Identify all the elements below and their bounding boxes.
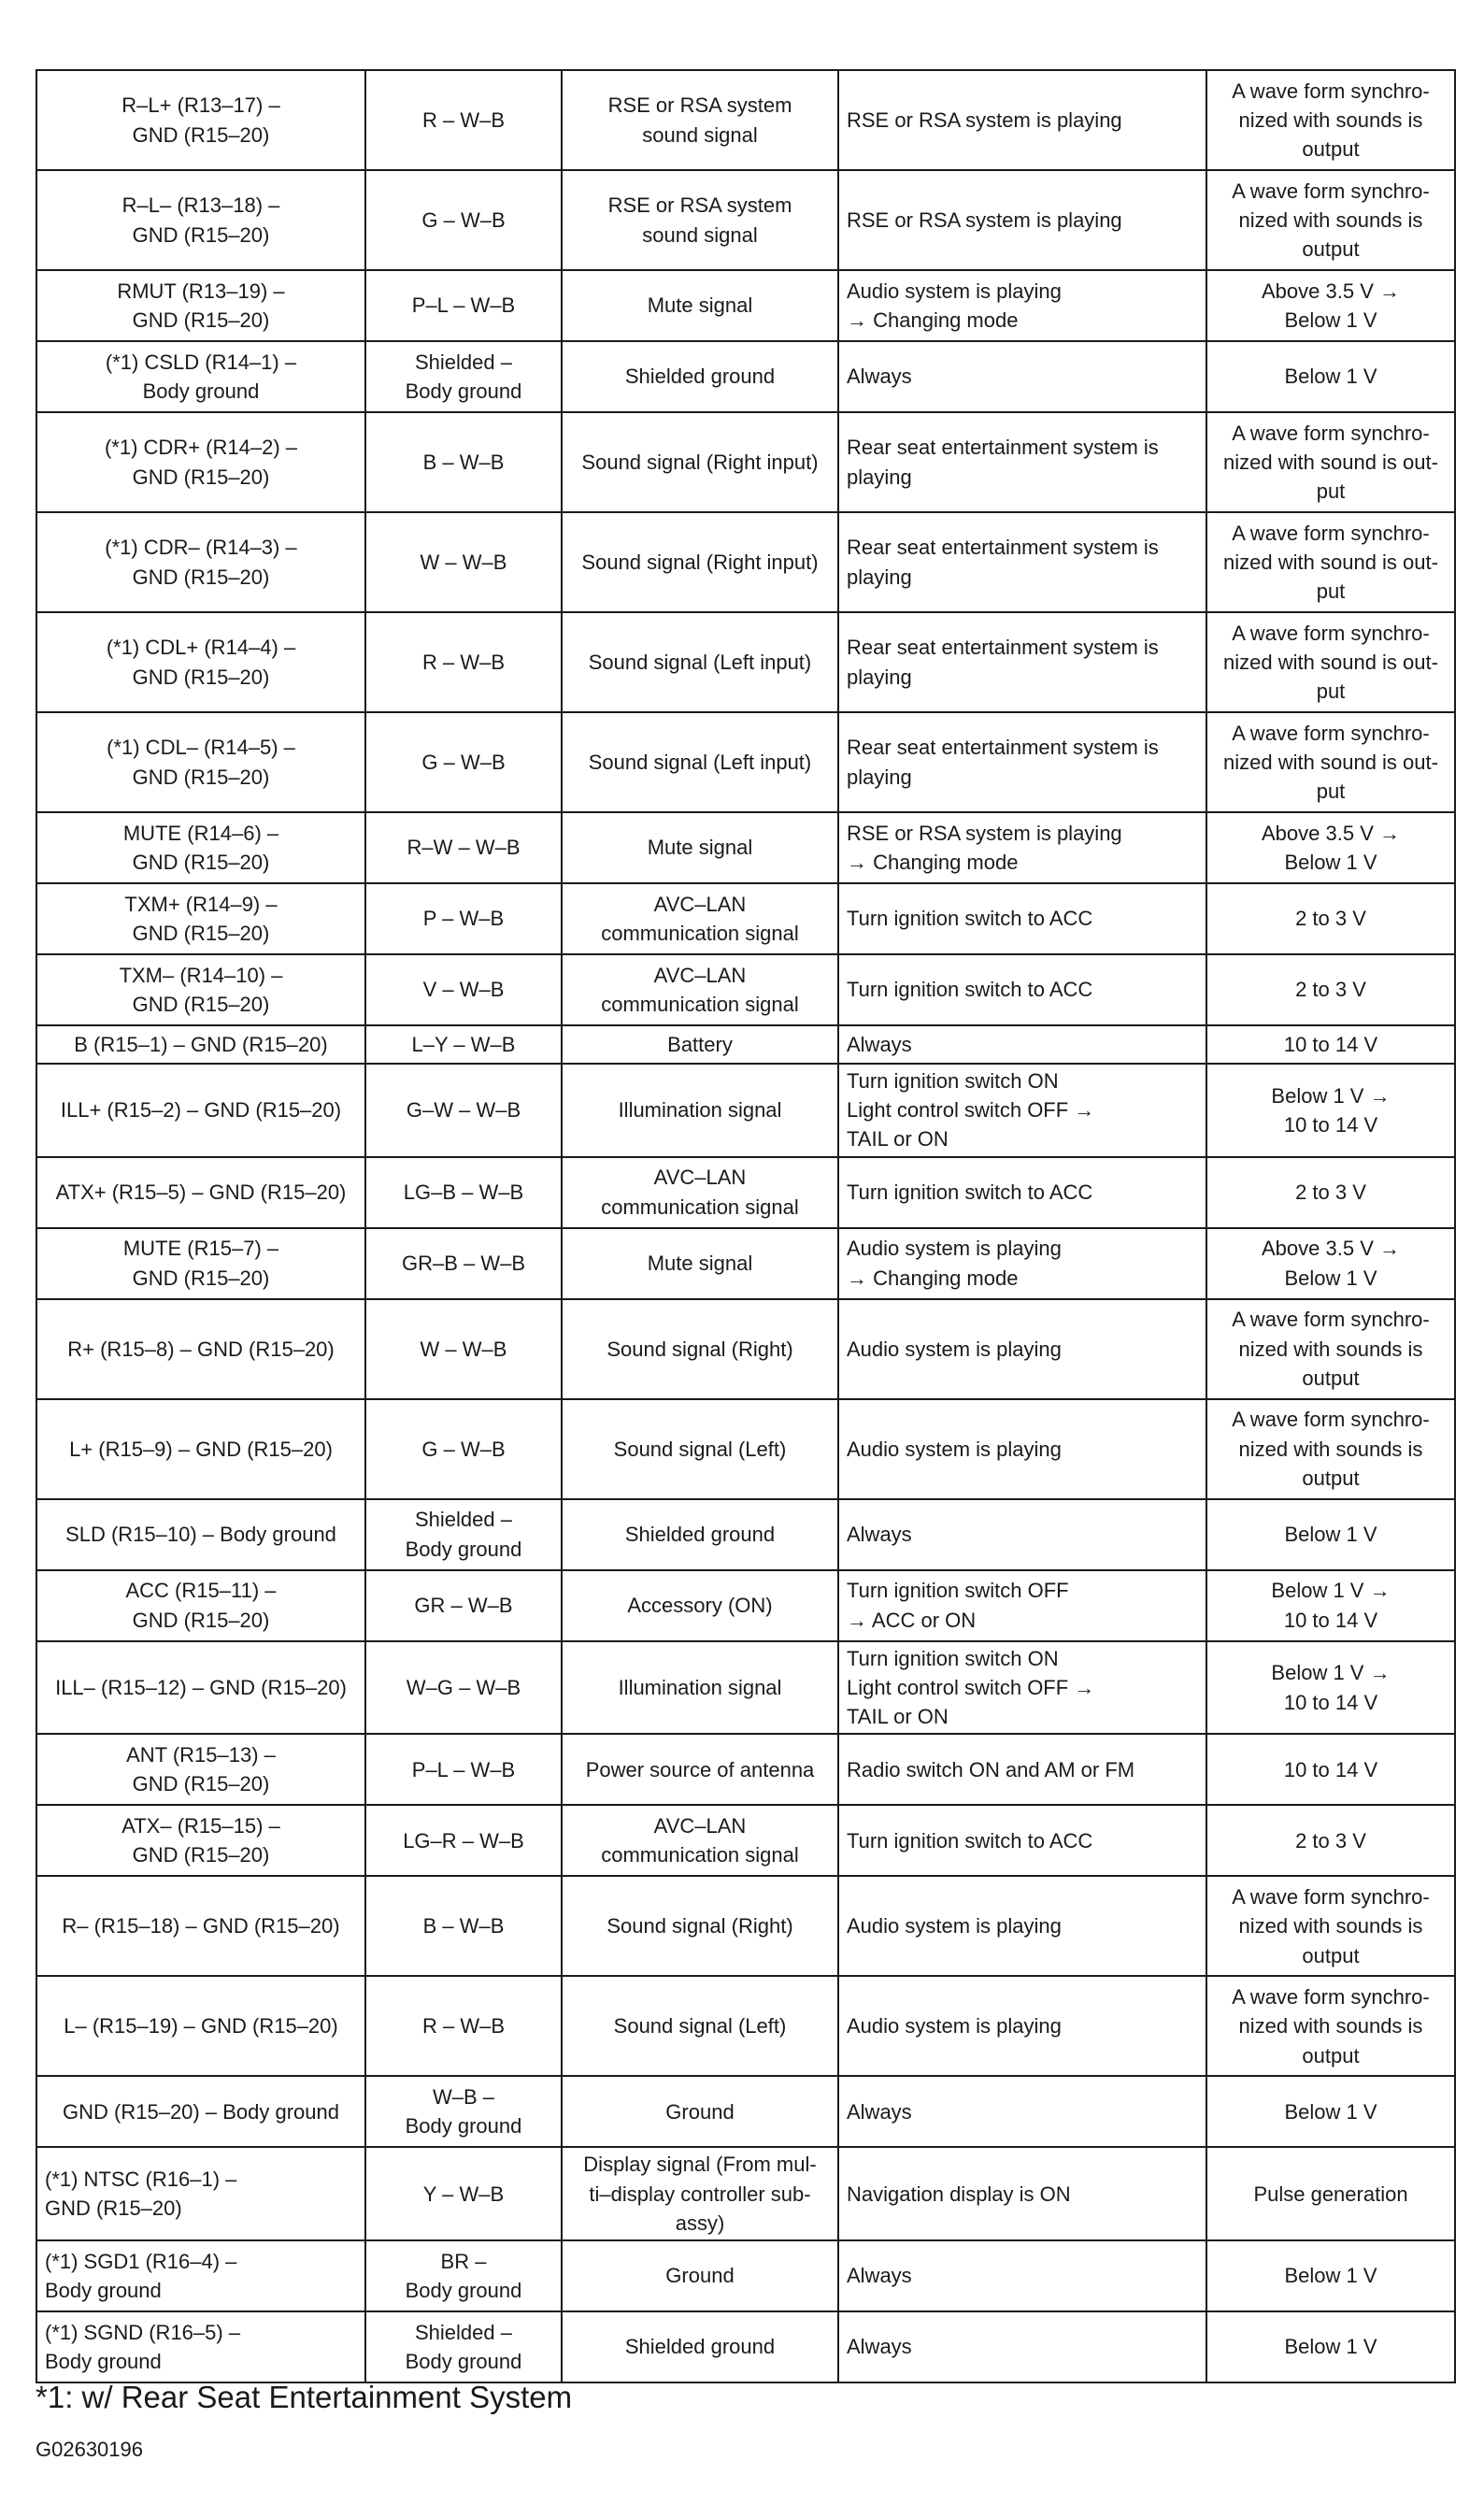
wiring-color-cell: P – W–B: [365, 883, 562, 954]
table-row: [36, 812, 1455, 883]
wiring-color-cell: LG–B – W–B: [365, 1157, 562, 1228]
wiring-color-cell: P–L – W–B: [365, 1734, 562, 1805]
wiring-color-cell: G – W–B: [365, 1399, 562, 1499]
condition-cell: Turn ignition switch OFF → ACC or ON: [838, 1570, 1206, 1641]
wiring-color-cell: R – W–B: [365, 70, 562, 170]
table-row: [36, 883, 1455, 954]
wiring-color-cell: GR – W–B: [365, 1570, 562, 1641]
terminal-description-cell: AVC–LAN communication signal: [562, 883, 838, 954]
specified-condition-cell: Below 1 V: [1206, 2240, 1455, 2311]
specified-condition-cell: Pulse generation: [1206, 2147, 1455, 2240]
wiring-color-cell: GR–B – W–B: [365, 1228, 562, 1299]
wiring-color-cell: L–Y – W–B: [365, 1025, 562, 1064]
condition-cell: Rear seat entertainment system is playing: [838, 712, 1206, 812]
terminal-cell: SLD (R15–10) – Body ground: [36, 1499, 365, 1570]
terminal-cell: MUTE (R15–7) – GND (R15–20): [36, 1228, 365, 1299]
table-row: [36, 2311, 1455, 2382]
terminal-cell: TXM– (R14–10) – GND (R15–20): [36, 954, 365, 1025]
wiring-color-cell: R – W–B: [365, 1976, 562, 2076]
terminal-cell: GND (R15–20) – Body ground: [36, 2076, 365, 2147]
table-row: [36, 1734, 1455, 1805]
terminal-cell: TXM+ (R14–9) – GND (R15–20): [36, 883, 365, 954]
condition-cell: Always: [838, 2311, 1206, 2382]
condition-cell: Audio system is playing: [838, 1399, 1206, 1499]
specified-condition-cell: A wave form synchro- nized with sounds is output: [1206, 1399, 1455, 1499]
terminal-description-cell: Sound signal (Left input): [562, 612, 838, 712]
table-row: [36, 1228, 1455, 1299]
specified-condition-cell: 10 to 14 V: [1206, 1734, 1455, 1805]
condition-cell: Rear seat entertainment system is playing: [838, 612, 1206, 712]
wiring-color-cell: G–W – W–B: [365, 1064, 562, 1157]
table-row: [36, 1976, 1455, 2076]
terminal-spec-table: [36, 69, 1456, 2383]
wiring-color-cell: Shielded – Body ground: [365, 341, 562, 412]
specified-condition-cell: 2 to 3 V: [1206, 954, 1455, 1025]
terminal-description-cell: Sound signal (Right): [562, 1876, 838, 1976]
wiring-color-cell: LG–R – W–B: [365, 1805, 562, 1876]
condition-cell: RSE or RSA system is playing: [838, 170, 1206, 270]
condition-cell: Always: [838, 341, 1206, 412]
terminal-cell: (*1) CDL+ (R14–4) – GND (R15–20): [36, 612, 365, 712]
terminal-cell: R–L+ (R13–17) – GND (R15–20): [36, 70, 365, 170]
wiring-color-cell: BR – Body ground: [365, 2240, 562, 2311]
terminal-description-cell: Sound signal (Left input): [562, 712, 838, 812]
condition-cell: Navigation display is ON: [838, 2147, 1206, 2240]
terminal-cell: ILL+ (R15–2) – GND (R15–20): [36, 1064, 365, 1157]
terminal-cell: L+ (R15–9) – GND (R15–20): [36, 1399, 365, 1499]
terminal-cell: ILL– (R15–12) – GND (R15–20): [36, 1641, 365, 1735]
table-row: [36, 1805, 1455, 1876]
table-row: [36, 2240, 1455, 2311]
condition-cell: Always: [838, 2076, 1206, 2147]
terminal-description-cell: AVC–LAN communication signal: [562, 1805, 838, 1876]
wiring-color-cell: W – W–B: [365, 1299, 562, 1399]
terminal-cell: B (R15–1) – GND (R15–20): [36, 1025, 365, 1064]
terminal-cell: MUTE (R14–6) – GND (R15–20): [36, 812, 365, 883]
terminal-cell: R–L– (R13–18) – GND (R15–20): [36, 170, 365, 270]
table-row: [36, 1299, 1455, 1399]
table-row: [36, 341, 1455, 412]
wiring-color-cell: V – W–B: [365, 954, 562, 1025]
specified-condition-cell: Above 3.5 V → Below 1 V: [1206, 812, 1455, 883]
terminal-description-cell: Ground: [562, 2240, 838, 2311]
terminal-description-cell: Illumination signal: [562, 1064, 838, 1157]
terminal-cell: R+ (R15–8) – GND (R15–20): [36, 1299, 365, 1399]
condition-cell: Always: [838, 1025, 1206, 1064]
table-row: [36, 1064, 1455, 1157]
condition-cell: Turn ignition switch ON Light control switch OFF → TAIL or ON: [838, 1064, 1206, 1157]
figure-code: G02630196: [36, 2438, 143, 2461]
condition-cell: Turn ignition switch to ACC: [838, 1157, 1206, 1228]
specified-condition-cell: Below 1 V: [1206, 2311, 1455, 2382]
terminal-cell: ANT (R15–13) – GND (R15–20): [36, 1734, 365, 1805]
terminal-description-cell: AVC–LAN communication signal: [562, 1157, 838, 1228]
wiring-color-cell: Shielded – Body ground: [365, 1499, 562, 1570]
wiring-color-cell: P–L – W–B: [365, 270, 562, 341]
table-row: [36, 70, 1455, 170]
condition-cell: RSE or RSA system is playing: [838, 70, 1206, 170]
specified-condition-cell: A wave form synchro- nized with sound is out- put: [1206, 612, 1455, 712]
terminal-description-cell: Sound signal (Right): [562, 1299, 838, 1399]
terminal-description-cell: Shielded ground: [562, 1499, 838, 1570]
wiring-color-cell: W – W–B: [365, 512, 562, 612]
terminal-cell: (*1) CSLD (R14–1) – Body ground: [36, 341, 365, 412]
specified-condition-cell: Above 3.5 V → Below 1 V: [1206, 1228, 1455, 1299]
terminal-description-cell: Mute signal: [562, 812, 838, 883]
table-row: [36, 1641, 1455, 1735]
condition-cell: Audio system is playing → Changing mode: [838, 270, 1206, 341]
wiring-color-cell: W–G – W–B: [365, 1641, 562, 1735]
specified-condition-cell: Above 3.5 V → Below 1 V: [1206, 270, 1455, 341]
footnote: *1: w/ Rear Seat Entertainment System: [36, 2380, 573, 2414]
specified-condition-cell: 2 to 3 V: [1206, 883, 1455, 954]
table-row: [36, 2147, 1455, 2240]
terminal-cell: (*1) SGD1 (R16–4) – Body ground: [36, 2240, 365, 2311]
terminal-description-cell: Sound signal (Right input): [562, 412, 838, 512]
wiring-color-cell: Y – W–B: [365, 2147, 562, 2240]
table-row: [36, 170, 1455, 270]
condition-cell: Turn ignition switch to ACC: [838, 954, 1206, 1025]
condition-cell: RSE or RSA system is playing → Changing mode: [838, 812, 1206, 883]
specified-condition-cell: Below 1 V → 10 to 14 V: [1206, 1570, 1455, 1641]
terminal-description-cell: RSE or RSA system sound signal: [562, 70, 838, 170]
wiring-color-cell: G – W–B: [365, 712, 562, 812]
wiring-color-cell: Shielded – Body ground: [365, 2311, 562, 2382]
terminal-cell: (*1) NTSC (R16–1) – GND (R15–20): [36, 2147, 365, 2240]
terminal-description-cell: Sound signal (Left): [562, 1976, 838, 2076]
terminal-description-cell: Shielded ground: [562, 341, 838, 412]
condition-cell: Turn ignition switch ON Light control switch OFF → TAIL or ON: [838, 1641, 1206, 1735]
terminal-description-cell: Mute signal: [562, 1228, 838, 1299]
terminal-description-cell: Power source of antenna: [562, 1734, 838, 1805]
specified-condition-cell: Below 1 V: [1206, 341, 1455, 412]
table-row: [36, 1499, 1455, 1570]
specified-condition-cell: 2 to 3 V: [1206, 1157, 1455, 1228]
table-row: [36, 412, 1455, 512]
table-row: [36, 612, 1455, 712]
condition-cell: Audio system is playing → Changing mode: [838, 1228, 1206, 1299]
specified-condition-cell: A wave form synchro- nized with sounds is output: [1206, 170, 1455, 270]
specified-condition-cell: A wave form synchro- nized with sounds is output: [1206, 1876, 1455, 1976]
condition-cell: Turn ignition switch to ACC: [838, 1805, 1206, 1876]
table-row: [36, 270, 1455, 341]
table-row: [36, 1025, 1455, 1064]
specified-condition-cell: Below 1 V: [1206, 1499, 1455, 1570]
wiring-color-cell: B – W–B: [365, 412, 562, 512]
terminal-description-cell: Sound signal (Left): [562, 1399, 838, 1499]
terminal-description-cell: Shielded ground: [562, 2311, 838, 2382]
terminal-cell: (*1) SGND (R16–5) – Body ground: [36, 2311, 365, 2382]
specified-condition-cell: Below 1 V: [1206, 2076, 1455, 2147]
table-row: [36, 1157, 1455, 1228]
specified-condition-cell: Below 1 V → 10 to 14 V: [1206, 1641, 1455, 1735]
terminal-description-cell: Mute signal: [562, 270, 838, 341]
condition-cell: Always: [838, 2240, 1206, 2311]
terminal-cell: (*1) CDR– (R14–3) – GND (R15–20): [36, 512, 365, 612]
terminal-cell: ATX– (R15–15) – GND (R15–20): [36, 1805, 365, 1876]
terminal-description-cell: Display signal (From mul- ti–display controller sub- assy): [562, 2147, 838, 2240]
table-row: [36, 954, 1455, 1025]
condition-cell: Audio system is playing: [838, 1299, 1206, 1399]
specified-condition-cell: A wave form synchro- nized with sounds is output: [1206, 1976, 1455, 2076]
terminal-spec-sheet: [36, 69, 1454, 2383]
wiring-color-cell: R–W – W–B: [365, 812, 562, 883]
terminal-cell: (*1) CDR+ (R14–2) – GND (R15–20): [36, 412, 365, 512]
specified-condition-cell: A wave form synchro- nized with sound is out- put: [1206, 712, 1455, 812]
wiring-color-cell: R – W–B: [365, 612, 562, 712]
condition-cell: Turn ignition switch to ACC: [838, 883, 1206, 954]
table-row: [36, 2076, 1455, 2147]
terminal-description-cell: Accessory (ON): [562, 1570, 838, 1641]
condition-cell: Radio switch ON and AM or FM: [838, 1734, 1206, 1805]
wiring-color-cell: B – W–B: [365, 1876, 562, 1976]
terminal-description-cell: Illumination signal: [562, 1641, 838, 1735]
terminal-cell: (*1) CDL– (R14–5) – GND (R15–20): [36, 712, 365, 812]
terminal-description-cell: Battery: [562, 1025, 838, 1064]
specified-condition-cell: 2 to 3 V: [1206, 1805, 1455, 1876]
condition-cell: Rear seat entertainment system is playing: [838, 512, 1206, 612]
specified-condition-cell: A wave form synchro- nized with sounds is output: [1206, 70, 1455, 170]
specified-condition-cell: A wave form synchro- nized with sounds is output: [1206, 1299, 1455, 1399]
specified-condition-cell: A wave form synchro- nized with sound is out- put: [1206, 512, 1455, 612]
table-row: [36, 1876, 1455, 1976]
terminal-cell: ACC (R15–11) – GND (R15–20): [36, 1570, 365, 1641]
wiring-color-cell: G – W–B: [365, 170, 562, 270]
table-row: [36, 712, 1455, 812]
terminal-description-cell: Ground: [562, 2076, 838, 2147]
condition-cell: Rear seat entertainment system is playing: [838, 412, 1206, 512]
terminal-cell: RMUT (R13–19) – GND (R15–20): [36, 270, 365, 341]
condition-cell: Audio system is playing: [838, 1976, 1206, 2076]
table-row: [36, 1570, 1455, 1641]
terminal-description-cell: RSE or RSA system sound signal: [562, 170, 838, 270]
wiring-color-cell: W–B – Body ground: [365, 2076, 562, 2147]
terminal-cell: R– (R15–18) – GND (R15–20): [36, 1876, 365, 1976]
condition-cell: Always: [838, 1499, 1206, 1570]
terminal-description-cell: AVC–LAN communication signal: [562, 954, 838, 1025]
specified-condition-cell: Below 1 V → 10 to 14 V: [1206, 1064, 1455, 1157]
table-row: [36, 1399, 1455, 1499]
table-row: [36, 512, 1455, 612]
terminal-description-cell: Sound signal (Right input): [562, 512, 838, 612]
terminal-cell: ATX+ (R15–5) – GND (R15–20): [36, 1157, 365, 1228]
terminal-cell: L– (R15–19) – GND (R15–20): [36, 1976, 365, 2076]
condition-cell: Audio system is playing: [838, 1876, 1206, 1976]
specified-condition-cell: 10 to 14 V: [1206, 1025, 1455, 1064]
specified-condition-cell: A wave form synchro- nized with sound is out- put: [1206, 412, 1455, 512]
terminal-spec-body: [36, 70, 1455, 2382]
